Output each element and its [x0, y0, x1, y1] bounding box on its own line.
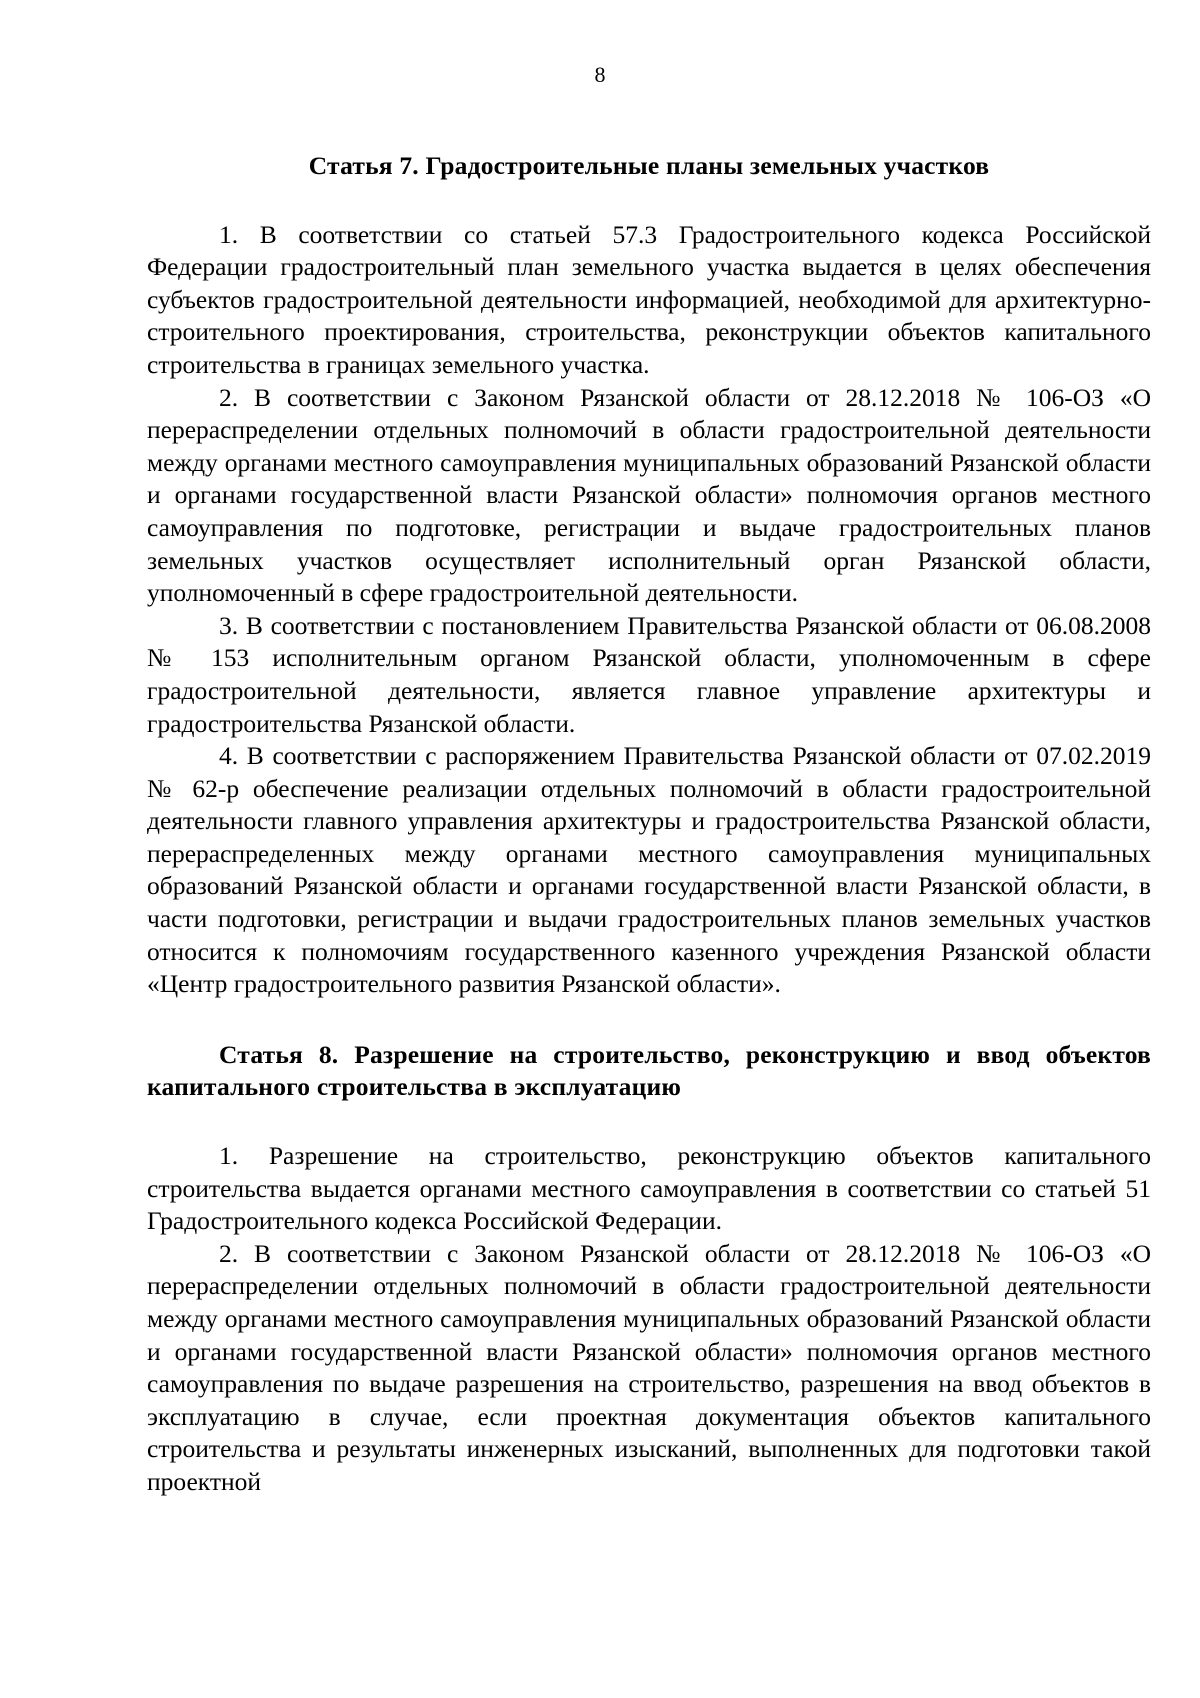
article-7-paragraph-3: 3. В соответствии с постановлением Правительства Рязанской области от 06.08.2008 № 153 исполнительным органом Рязанской области, уполномоченным в сфере градостроительной деятельности, является главное управление архитектуры и градостроительства Рязанской области.	[147, 610, 1151, 738]
article-7	[147, 150, 1151, 1001]
article-7-paragraph-1: 1. В соответствии со статьей 57.3 Градостроительного кодекса Российской Федерации градостроительный план земельного участка выдается в целях обеспечения субъектов градостроительной деятельности информацией, необходимой для архитектурно-строительного проектирования, строительства, реконструкции объектов капитального строительства в границах земельного участка.	[147, 219, 1151, 379]
article-8-paragraph-1: 1. Разрешение на строительство, реконструкцию объектов капитального строительства выдается органами местного самоуправления в соответствии со статьей 51 Градостроительного кодекса Российской Федерации.	[147, 1141, 1151, 1236]
spacer	[147, 1001, 1151, 1039]
article-7-heading: Статья 7. Градостроительные планы земельных участков	[308, 151, 990, 180]
spacer	[147, 183, 1151, 219]
article-8-heading: Статья 8. Разрешение на строительство, реконструкцию и ввод объектов капитального строительства в эксплуатацию	[147, 1039, 1151, 1102]
page-number: 8	[594, 62, 606, 87]
article-7-paragraph-4: 4. В соответствии с распоряжением Правительства Рязанской области от 07.02.2019 № 62-р обеспечение реализации отдельных полномочий в области градостроительной деятельности главного управления архитектуры и градостроительства Рязанской области, перераспределенных между органами местного самоуправления муниципальных образований Рязанской области и органами государственной власти Рязанской области, в части подготовки, регистрации и выдачи градостроительных планов земельных участков относится к полномочиям государственного казенного учреждения Рязанской области «Центр градостроительного развития Рязанской области».	[147, 741, 1151, 999]
article-8	[147, 1039, 1151, 1499]
article-8-paragraph-2: 2. В соответствии с Законом Рязанской области от 28.12.2018 № 106-ОЗ «О перераспределении отдельных полномочий в области градостроительной деятельности между органами местного самоуправления муниципальных образований Рязанской области и органами государственной власти Рязанской области» полномочия органов местного самоуправления по выдаче разрешения на строительство, разрешения на ввод объектов в эксплуатацию в случае, если проектная документация объектов капитального строительства и результаты инженерных изысканий, выполненных для подготовки такой проектной	[147, 1238, 1151, 1496]
document-body	[147, 150, 1151, 1499]
article-7-paragraph-2: 2. В соответствии с Законом Рязанской области от 28.12.2018 № 106-ОЗ «О перераспределении отдельных полномочий в области градостроительной деятельности между органами местного самоуправления муниципальных образований Рязанской области и органами государственной власти Рязанской области» полномочия органов местного самоуправления по подготовке, регистрации и выдаче градостроительных планов земельных участков осуществляет исполнительный орган Рязанской области, уполномоченный в сфере градостроительной деятельности.	[147, 382, 1151, 608]
spacer	[147, 1104, 1151, 1140]
